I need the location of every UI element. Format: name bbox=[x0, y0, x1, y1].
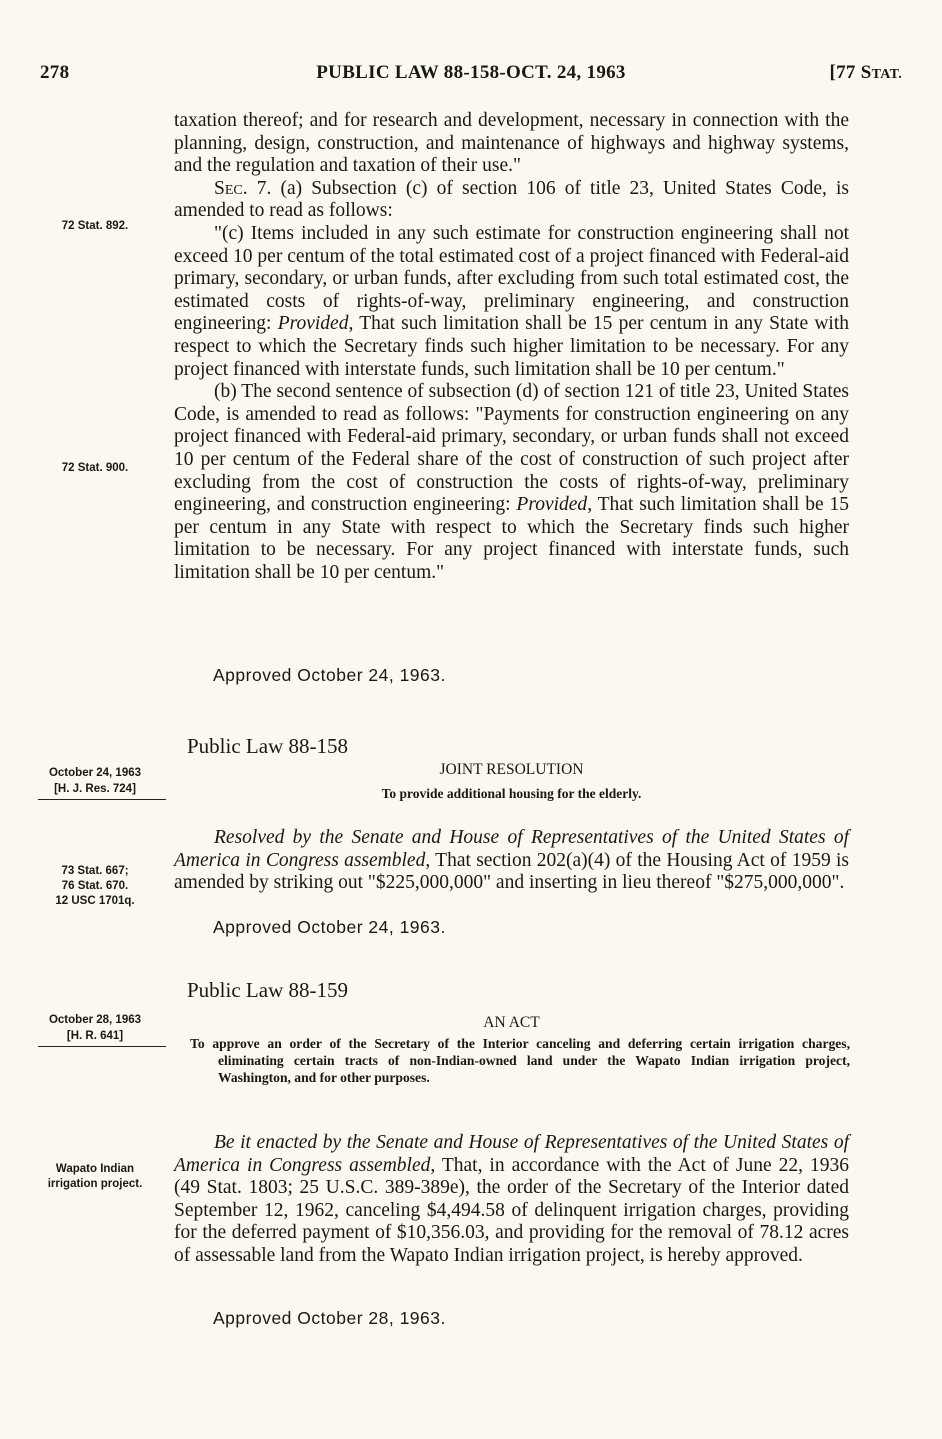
approved-date-sec7: Approved October 24, 1963. bbox=[213, 665, 446, 685]
continuation-paragraph: taxation thereof; and for research and development, necessary in connection with the planning, design, construction, and maintenance of highways and highway systems, and the regulation and taxation of their use." bbox=[174, 110, 849, 177]
section-7-text bbox=[174, 110, 849, 584]
pl-88-159-ref-note: [H. R. 641] bbox=[66, 1030, 124, 1042]
pl-88-159-kind: AN ACT bbox=[483, 1014, 540, 1031]
section-7b-paragraph: (b) The second sentence of subsection (d) of section 121 of title 23, United States Code, is amended to read as follows: "Payments for construction engineering on any project financed with Federal-aid primary, secondary, or urban funds shall not exceed 10 per centum of the Federal share of the cost of construction of such project after excluding from the cost of construction the costs of rights-of-way, preliminary engineering, and construction engineering: Provided, That such limitation shall be 15 per centum in any State with respect to which the Secretary finds such higher limitation to be necessary. For any project financed with interstate funds, such limitation shall be 10 per centum." bbox=[174, 381, 849, 583]
pl-88-158-text bbox=[174, 827, 849, 895]
approved-date-pl158: Approved October 24, 1963. bbox=[213, 917, 446, 937]
pl-88-158-cite-1: 73 Stat. 667; bbox=[61, 865, 129, 877]
pl-88-158-ref-note: [H. J. Res. 724] bbox=[54, 783, 136, 795]
pl-88-158-cite-3: 12 USC 1701q. bbox=[55, 895, 135, 907]
pl-88-158-kind: JOINT RESOLUTION bbox=[439, 761, 584, 778]
pl-88-158-date-note: October 24, 1963 bbox=[48, 767, 142, 779]
pl-88-158-title: Public Law 88-158 bbox=[187, 734, 348, 758]
section-7a-paragraph: Sec. 7. (a) Subsection (c) of section 106 of title 23, United States Code, is amended to read as follows: bbox=[174, 177, 849, 222]
subsection-c-quote: "(c) Items included in any such estimate for construction engineering shall not exceed 10 per centum of the total estimated cost of a project financed with Federal-aid primary, secondary, or urban funds, after excluding from such total estimated cost, the estimated costs of rights-of-way, preliminary engineering, and construction engineering: Provided, That such limitation shall be 15 per centum in any State with respect to which the Secretary finds such higher limitation to be necessary. For any project financed with interstate funds, such limitation shall be 10 per centum." bbox=[174, 222, 849, 380]
approved-date-pl159: Approved October 28, 1963. bbox=[213, 1308, 446, 1328]
pl-88-159-text bbox=[174, 1132, 849, 1268]
pl-88-158-cite-2: 76 Stat. 670. bbox=[61, 880, 129, 892]
running-head: PUBLIC LAW 88-158-OCT. 24, 1963 bbox=[316, 62, 626, 83]
pl-88-159-title: Public Law 88-159 bbox=[187, 978, 348, 1002]
pl-88-159-date-note: October 28, 1963 bbox=[48, 1014, 142, 1026]
margin-note-72-stat-892: 72 Stat. 892. bbox=[61, 220, 129, 232]
wapato-note-1: Wapato Indian bbox=[55, 1163, 135, 1175]
pl-88-159-enacting-clause: Be it enacted by the Senate and House of Representatives of the United States of America in Congress assembled, That, in accordance with the Act of June 22, 1936 (49 Stat. 1803; 25 U.S.C. 389-389e), the order of the Secretary of the Interior dated September 12, 1962, canceling $4,494.58 of delinquent irrigation charges, providing for the deferred payment of $10,356.03, and providing for the removal of 78.12 acres of assessable land from the Wapato Indian irrigation project, is hereby approved. bbox=[174, 1132, 849, 1266]
volume-reference: [77 STAT. bbox=[829, 62, 902, 83]
pl-88-159-purpose: To approve an order of the Secretary of the Interior canceling and deferring certain irrigation charges, eliminating certain tracts of non-Indian-owned land under the Wapato Indian irrigation project, Washington, and for other purposes. bbox=[190, 1036, 850, 1085]
margin-rule bbox=[38, 1046, 166, 1047]
pl-88-158-purpose: To provide additional housing for the elderly. bbox=[381, 786, 642, 801]
margin-rule bbox=[38, 799, 166, 800]
wapato-note-2: irrigation project. bbox=[47, 1178, 143, 1190]
page-number: 278 bbox=[40, 62, 70, 83]
margin-note-72-stat-900: 72 Stat. 900. bbox=[61, 462, 129, 474]
pl-88-158-enacting-clause: Resolved by the Senate and House of Representatives of the United States of America in Congress assembled, That section 202(a)(4) of the Housing Act of 1959 is amended by striking out "$225,000,000" and inserting in lieu thereof "$275,000,000". bbox=[174, 827, 850, 894]
